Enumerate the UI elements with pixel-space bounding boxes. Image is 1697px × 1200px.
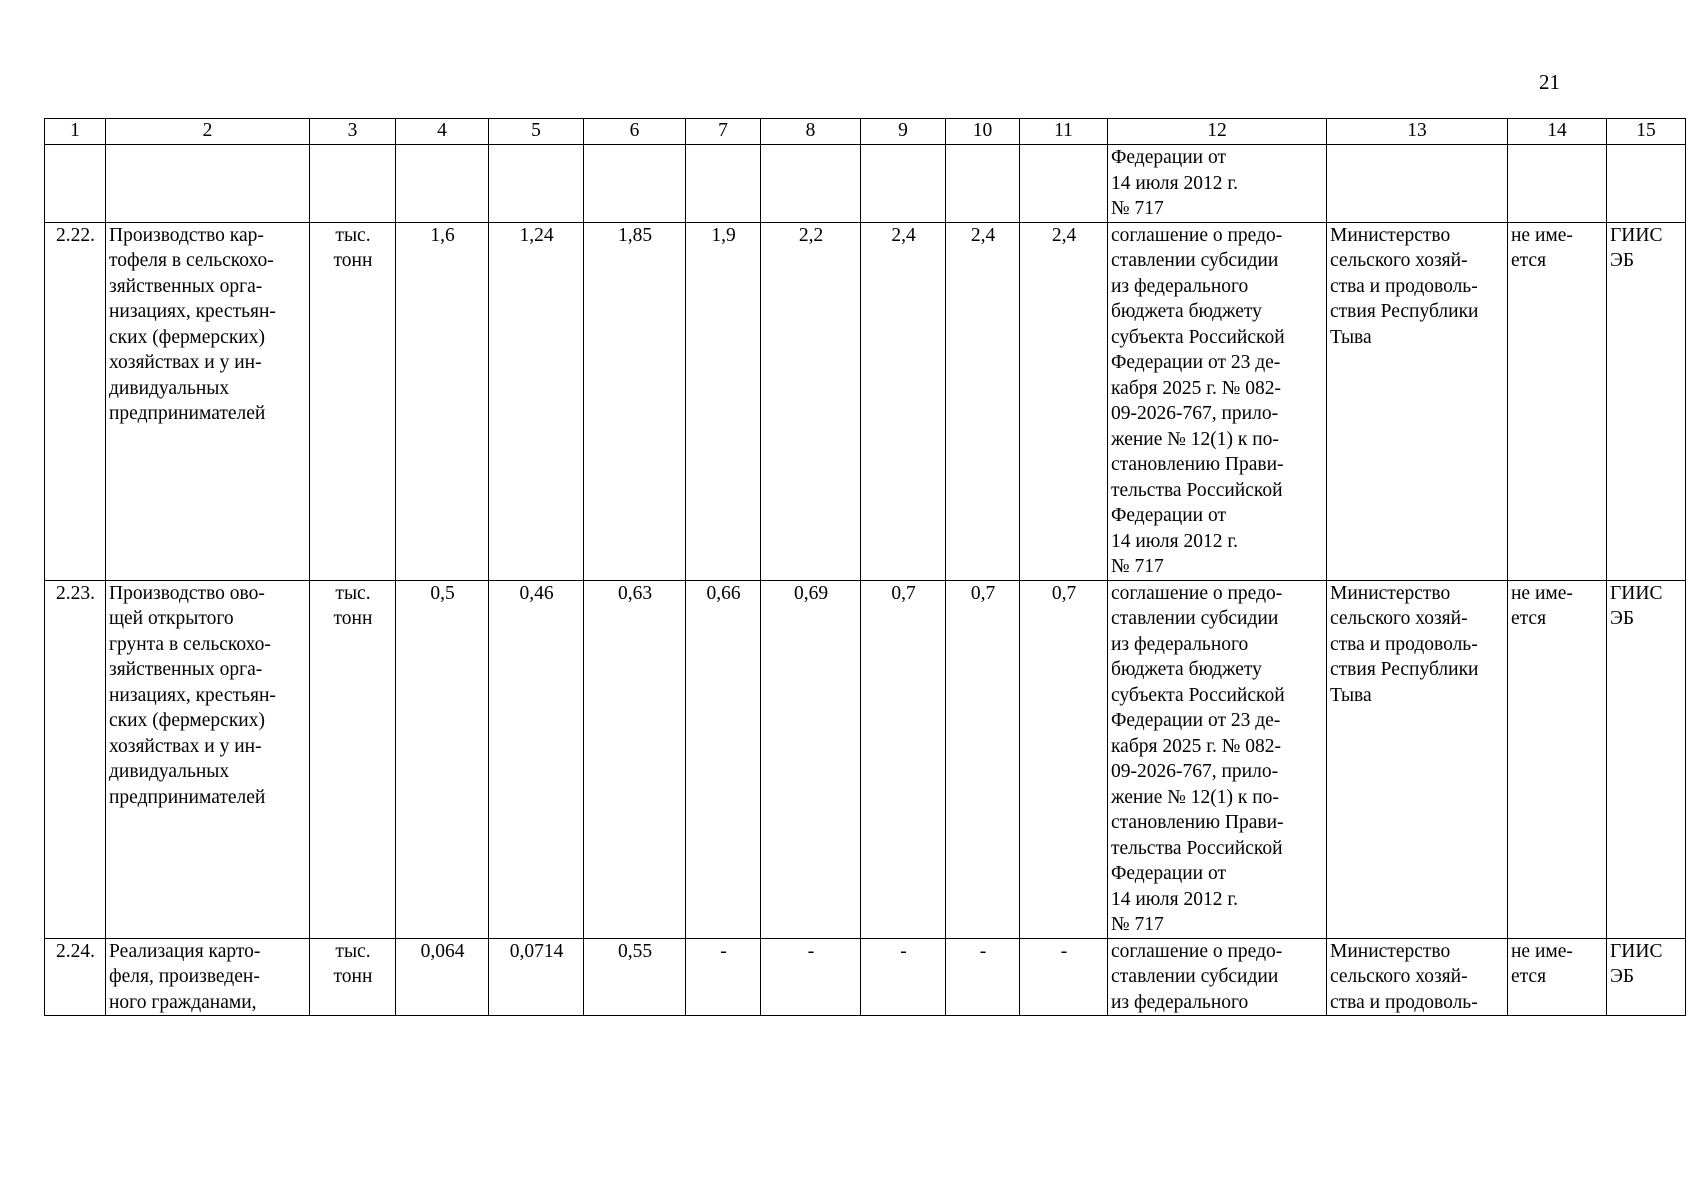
method-cell: не име- ется: [1508, 580, 1607, 938]
row-number-cell: 2.22.: [45, 222, 106, 580]
indicators-table: [44, 118, 1686, 1016]
table-row: [45, 938, 1686, 1016]
value-cell-col-11: 2,4: [1020, 222, 1108, 580]
value-cell-col-5: 0,0714: [489, 938, 584, 1016]
value-cell-col-8: 2,2: [761, 222, 861, 580]
indicator-name-cell: [106, 145, 310, 223]
value-cell-col-7: [686, 145, 761, 223]
responsible-body-cell: [1327, 145, 1508, 223]
column-number-12: 12: [1108, 119, 1327, 145]
value-cell-col-6: 0,63: [584, 580, 686, 938]
column-number-7: 7: [686, 119, 761, 145]
table-row: [45, 222, 1686, 580]
column-number-5: 5: [489, 119, 584, 145]
value-cell-col-5: [489, 145, 584, 223]
row-number-cell: [45, 145, 106, 223]
responsible-body-cell: Министерство сельского хозяй- ства и продоволь-: [1327, 938, 1508, 1016]
value-cell-col-10: [946, 145, 1020, 223]
unit-cell: тыс. тонн: [310, 580, 396, 938]
value-cell-col-8: -: [761, 938, 861, 1016]
value-cell-col-9: -: [861, 938, 946, 1016]
value-cell-col-11: [1020, 145, 1108, 223]
indicator-name-cell: Производство кар- тофеля в сельскохо- зяйственных орга- низациях, крестьян- ских (фермерских) хозяйствах и у ин- дивидуальных предпринимателей: [106, 222, 310, 580]
column-number-6: 6: [584, 119, 686, 145]
value-cell-col-8: [761, 145, 861, 223]
indicator-name-cell: Реализация карто- феля, произведен- ного гражданами,: [106, 938, 310, 1016]
value-cell-col-4: [396, 145, 489, 223]
column-number-2: 2: [106, 119, 310, 145]
value-cell-col-9: [861, 145, 946, 223]
basis-cell: соглашение о предо- ставлении субсидии из федерального бюджета бюджету субъекта Российской Федерации от 23 де- кабря 2025 г. № 082- 09-2026-767, прило- жение № 12(1) к по- становлению Прави- тельства Российской Федерации от 14 июля 2012 г. № 717: [1108, 222, 1327, 580]
value-cell-col-9: 0,7: [861, 580, 946, 938]
column-number-10: 10: [946, 119, 1020, 145]
value-cell-col-8: 0,69: [761, 580, 861, 938]
value-cell-col-11: 0,7: [1020, 580, 1108, 938]
information-system-cell: [1607, 145, 1686, 223]
unit-cell: тыс. тонн: [310, 222, 396, 580]
value-cell-col-5: 1,24: [489, 222, 584, 580]
column-number-14: 14: [1508, 119, 1607, 145]
unit-cell: тыс. тонн: [310, 938, 396, 1016]
page-number: 21: [1539, 70, 1560, 94]
responsible-body-cell: Министерство сельского хозяй- ства и продоволь- ствия Республики Тыва: [1327, 222, 1508, 580]
information-system-cell: ГИИС ЭБ: [1607, 580, 1686, 938]
column-number-9: 9: [861, 119, 946, 145]
value-cell-col-6: [584, 145, 686, 223]
indicator-name-cell: Производство ово- щей открытого грунта в сельскохо- зяйственных орга- низациях, крестьян- ских (фермерских) хозяйствах и у ин- дивидуальных предпринимателей: [106, 580, 310, 938]
column-number-15: 15: [1607, 119, 1686, 145]
value-cell-col-11: -: [1020, 938, 1108, 1016]
value-cell-col-10: -: [946, 938, 1020, 1016]
value-cell-col-9: 2,4: [861, 222, 946, 580]
value-cell-col-4: 0,064: [396, 938, 489, 1016]
row-number-cell: 2.24.: [45, 938, 106, 1016]
information-system-cell: ГИИС ЭБ: [1607, 222, 1686, 580]
column-number-8: 8: [761, 119, 861, 145]
value-cell-col-7: 0,66: [686, 580, 761, 938]
column-number-11: 11: [1020, 119, 1108, 145]
responsible-body-cell: Министерство сельского хозяй- ства и продоволь- ствия Республики Тыва: [1327, 580, 1508, 938]
column-number-4: 4: [396, 119, 489, 145]
value-cell-col-4: 0,5: [396, 580, 489, 938]
method-cell: не име- ется: [1508, 222, 1607, 580]
basis-cell: Федерации от 14 июля 2012 г. № 717: [1108, 145, 1327, 223]
table-row: [45, 580, 1686, 938]
value-cell-col-6: 1,85: [584, 222, 686, 580]
row-number-cell: 2.23.: [45, 580, 106, 938]
basis-cell: соглашение о предо- ставлении субсидии из федерального: [1108, 938, 1327, 1016]
value-cell-col-10: 2,4: [946, 222, 1020, 580]
value-cell-col-7: 1,9: [686, 222, 761, 580]
value-cell-col-6: 0,55: [584, 938, 686, 1016]
value-cell-col-7: -: [686, 938, 761, 1016]
column-number-1: 1: [45, 119, 106, 145]
column-number-13: 13: [1327, 119, 1508, 145]
column-number-3: 3: [310, 119, 396, 145]
basis-cell: соглашение о предо- ставлении субсидии из федерального бюджета бюджету субъекта Российской Федерации от 23 де- кабря 2025 г. № 082- 09-2026-767, прило- жение № 12(1) к по- становлению Прави- тельства Российской Федерации от 14 июля 2012 г. № 717: [1108, 580, 1327, 938]
method-cell: [1508, 145, 1607, 223]
value-cell-col-5: 0,46: [489, 580, 584, 938]
value-cell-col-4: 1,6: [396, 222, 489, 580]
value-cell-col-10: 0,7: [946, 580, 1020, 938]
information-system-cell: ГИИС ЭБ: [1607, 938, 1686, 1016]
method-cell: не име- ется: [1508, 938, 1607, 1016]
table-row: [45, 145, 1686, 223]
column-number-header-row: [45, 119, 1686, 145]
unit-cell: [310, 145, 396, 223]
